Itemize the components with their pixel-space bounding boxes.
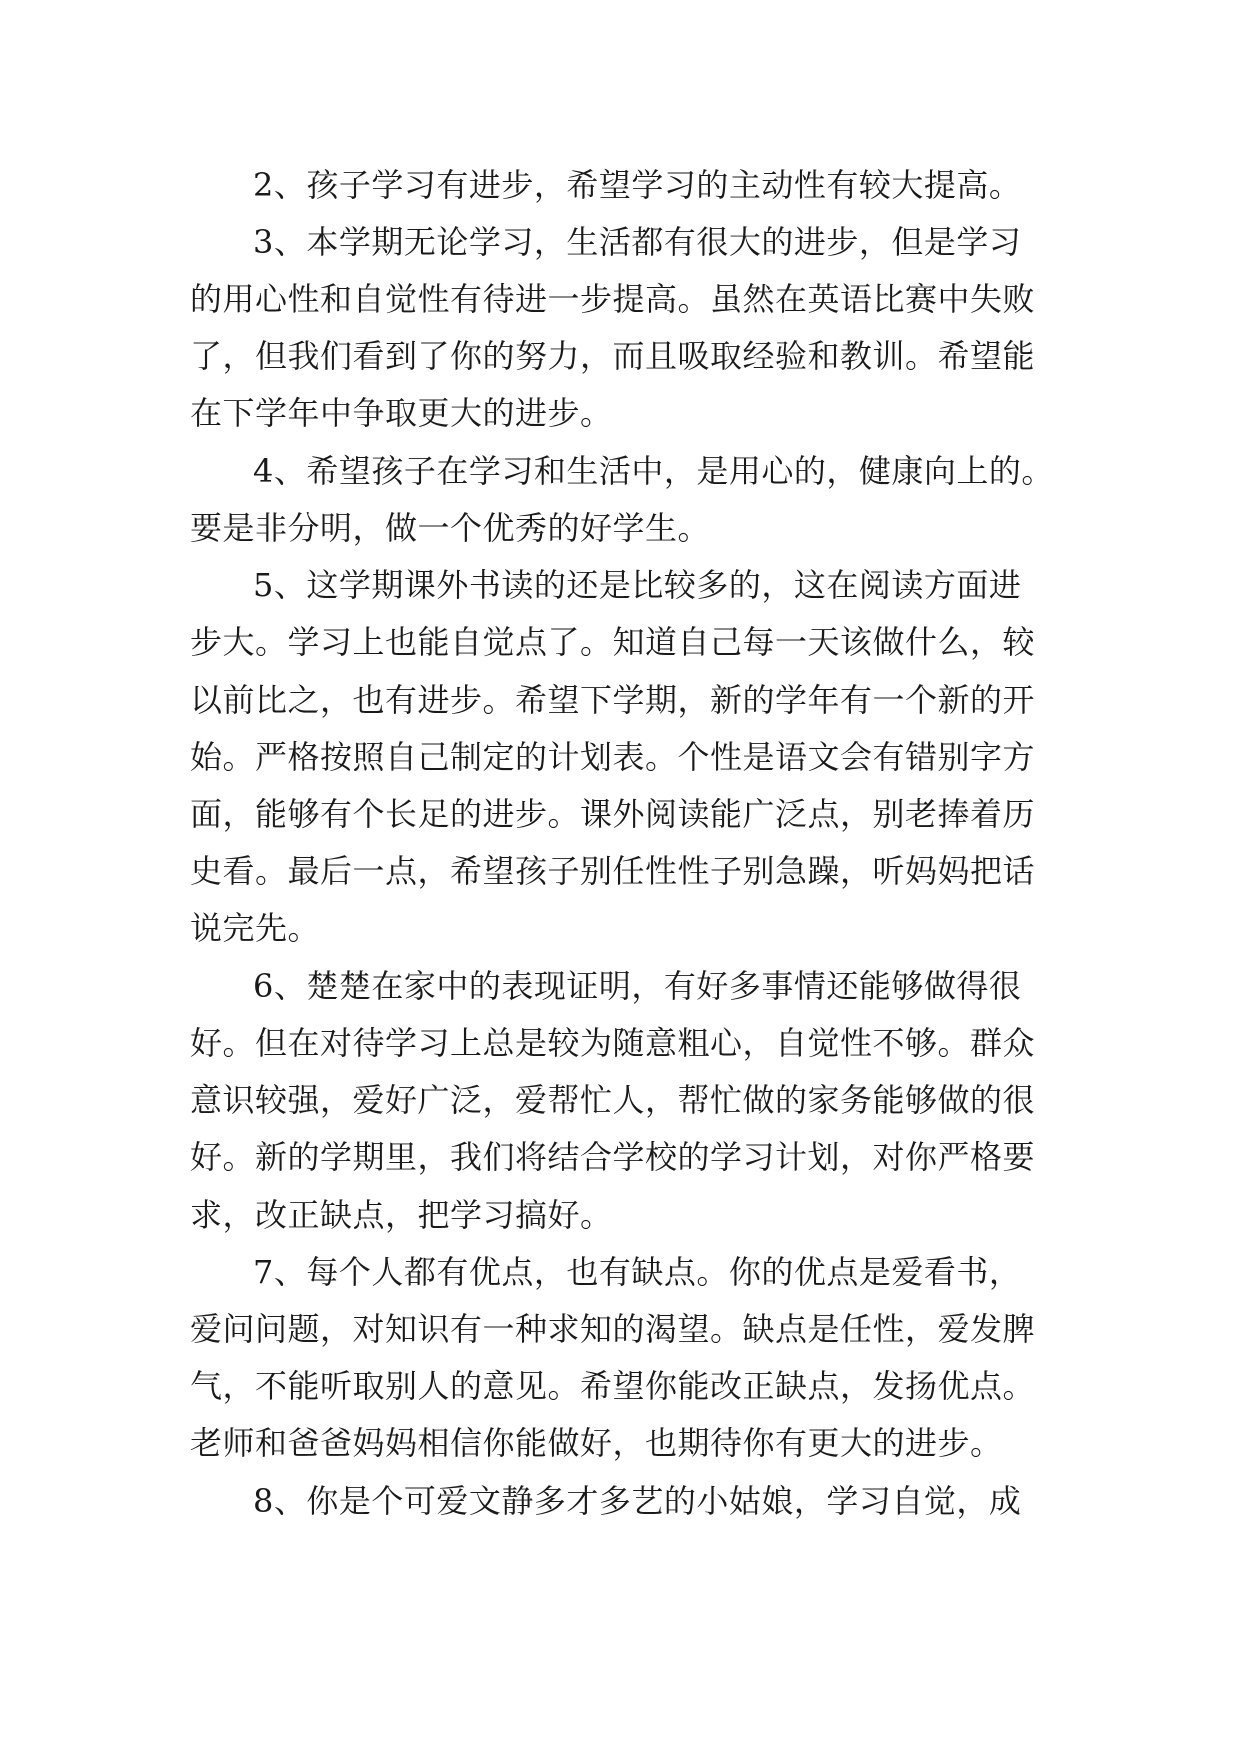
text-line: 说完先。	[190, 909, 321, 947]
text-line: 6、楚楚在家中的表现证明，有好多事情还能够做得很	[253, 967, 1022, 1005]
text-line: 面，能够有个长足的进步。课外阅读能广泛点，别老捧着历	[190, 795, 1036, 833]
text-line: 2、孩子学习有进步，希望学习的主动性有较大提高。	[253, 166, 1022, 204]
text-line: 爱问问题，对知识有一种求知的渴望。缺点是任性，爱发脾	[190, 1310, 1036, 1348]
text-line: 步大。学习上也能自觉点了。知道自己每一天该做什么，较	[190, 623, 1036, 661]
text-line: 史看。最后一点，希望孩子别任性性子别急躁，听妈妈把话	[190, 852, 1036, 890]
text-line: 老师和爸爸妈妈相信你能做好，也期待你有更大的进步。	[190, 1424, 1003, 1462]
text-line: 的用心性和自觉性有待进一步提高。虽然在英语比赛中失败	[190, 280, 1036, 318]
text-line: 8、你是个可爱文静多才多艺的小姑娘，学习自觉，成	[253, 1482, 1022, 1520]
text-line: 气，不能听取别人的意见。希望你能改正缺点，发扬优点。	[190, 1367, 1036, 1405]
text-line: 4、希望孩子在学习和生活中，是用心的，健康向上的。	[253, 452, 1054, 490]
text-line: 了，但我们看到了你的努力，而且吸取经验和教训。希望能	[190, 337, 1036, 375]
text-line: 求，改正缺点，把学习搞好。	[190, 1196, 613, 1234]
text-line: 要是非分明，做一个优秀的好学生。	[190, 509, 711, 547]
text-line: 7、每个人都有优点，也有缺点。你的优点是爱看书，	[253, 1253, 1022, 1291]
text-line: 以前比之，也有进步。希望下学期，新的学年有一个新的开	[190, 681, 1036, 719]
text-line: 5、这学期课外书读的还是比较多的，这在阅读方面进	[253, 566, 1022, 604]
text-line: 在下学年中争取更大的进步。	[190, 394, 613, 432]
text-line: 3、本学期无论学习，生活都有很大的进步，但是学习	[253, 223, 1022, 261]
text-line: 始。严格按照自己制定的计划表。个性是语文会有错别字方	[190, 738, 1036, 776]
text-line: 意识较强，爱好广泛，爱帮忙人，帮忙做的家务能够做的很	[190, 1081, 1036, 1119]
text-line: 好。新的学期里，我们将结合学校的学习计划，对你严格要	[190, 1138, 1036, 1176]
text-line: 好。但在对待学习上总是较为随意粗心，自觉性不够。群众	[190, 1024, 1036, 1062]
